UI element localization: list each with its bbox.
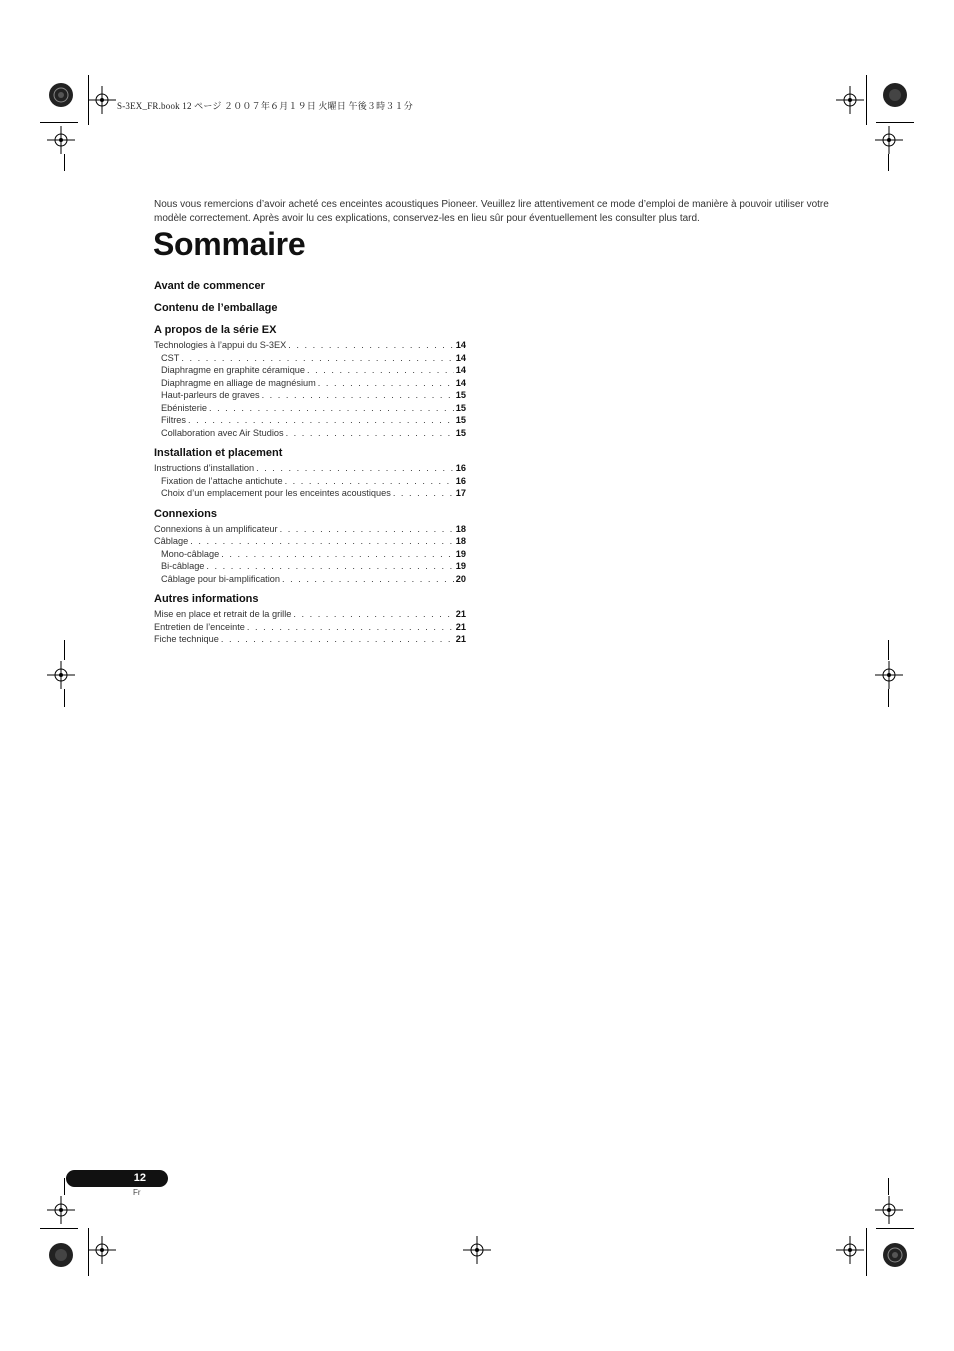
crop-mark — [888, 154, 889, 171]
crosshair-icon — [88, 86, 116, 114]
crosshair-icon — [463, 1236, 491, 1264]
toc-entry[interactable] — [154, 608, 466, 621]
crosshair-icon — [875, 1196, 903, 1224]
toc-entry-label: Mono-câblage — [161, 548, 220, 559]
toc-entry[interactable] — [154, 352, 466, 365]
table-of-contents — [154, 280, 466, 654]
toc-leader-dots — [288, 339, 453, 352]
toc-entry-page: 17 — [455, 488, 466, 498]
toc-entry[interactable] — [154, 389, 466, 402]
toc-leader-dots — [221, 548, 454, 561]
toc-leader-dots — [209, 402, 454, 415]
toc-section-title[interactable]: Connexions — [154, 507, 217, 520]
toc-section-title[interactable]: Avant de commencer — [154, 280, 265, 292]
toc-entry-label: Instructions d’installation — [154, 463, 255, 473]
toc-entry-page: 16 — [455, 463, 466, 473]
toc-leader-dots — [280, 523, 454, 536]
toc-entry-label: Bi-câblage — [161, 561, 205, 571]
print-header: S-3EX_FR.book 12 ページ ２００７年６月１９日 火曜日 午後３時３１分 — [117, 101, 413, 111]
toc-section — [154, 593, 466, 646]
toc-entry-list — [154, 462, 466, 500]
crosshair-icon — [875, 126, 903, 154]
toc-entry-list — [154, 523, 466, 586]
toc-leader-dots — [286, 427, 454, 440]
toc-entry-page: 21 — [455, 621, 466, 632]
toc-entry-page: 18 — [455, 536, 466, 546]
registration-mark-icon — [43, 1237, 79, 1273]
toc-entry-label: Fixation de l’attache antichute — [161, 475, 283, 486]
toc-leader-dots — [293, 608, 453, 621]
page-number-badge — [66, 1170, 168, 1187]
crosshair-icon — [88, 1236, 116, 1264]
registration-mark-icon — [877, 77, 913, 113]
toc-entry[interactable] — [154, 621, 466, 634]
crop-mark — [88, 1228, 89, 1276]
toc-leader-dots — [188, 414, 454, 427]
toc-entry-page: 19 — [455, 561, 466, 571]
toc-entry-page: 14 — [455, 365, 466, 375]
toc-entry[interactable] — [154, 475, 466, 488]
toc-entry[interactable] — [154, 573, 466, 586]
toc-entry[interactable] — [154, 548, 466, 561]
toc-entry-label: Fiche technique — [154, 634, 219, 644]
crop-mark — [876, 122, 914, 123]
toc-entry-page: 20 — [455, 573, 466, 584]
registration-mark-icon — [43, 77, 79, 113]
toc-leader-dots — [285, 475, 454, 488]
toc-leader-dots — [181, 352, 453, 365]
toc-leader-dots — [318, 377, 454, 390]
toc-leader-dots — [206, 560, 453, 573]
page-title: Sommaire — [153, 226, 306, 262]
toc-leader-dots — [262, 389, 454, 402]
crosshair-icon — [875, 661, 903, 689]
toc-entry-label: Câblage pour bi-amplification — [161, 573, 280, 584]
page-number: 12 — [133, 1172, 146, 1184]
toc-entry-page: 21 — [455, 634, 466, 644]
toc-entry[interactable] — [154, 633, 466, 646]
toc-entry-page: 15 — [455, 402, 466, 413]
toc-entry-label: CST — [161, 352, 180, 363]
toc-leader-dots — [247, 621, 454, 634]
crop-mark — [876, 1228, 914, 1229]
crop-mark — [866, 75, 867, 125]
crosshair-icon — [836, 1236, 864, 1264]
toc-entry-label: Mise en place et retrait de la grille — [154, 609, 292, 619]
crop-mark — [888, 640, 889, 660]
crop-mark — [64, 1178, 65, 1195]
toc-entry[interactable] — [154, 462, 466, 475]
toc-entry-page: 15 — [455, 415, 466, 425]
toc-section-title[interactable]: Installation et placement — [154, 447, 283, 459]
toc-entry-label: Connexions à un amplificateur — [154, 523, 278, 534]
crop-mark — [40, 122, 78, 123]
toc-entry-page: 21 — [455, 609, 466, 619]
toc-entry-page: 18 — [455, 523, 466, 534]
toc-section-title[interactable]: Autres informations — [154, 593, 259, 605]
toc-section-title[interactable]: A propos de la série EX — [154, 324, 277, 336]
crop-mark — [64, 154, 65, 171]
crop-mark — [866, 1228, 867, 1276]
toc-entry-page: 15 — [455, 390, 466, 400]
crop-mark — [64, 640, 65, 660]
toc-entry-page: 14 — [455, 377, 466, 388]
toc-entry-page: 19 — [455, 548, 466, 559]
toc-section — [154, 508, 466, 586]
toc-entry[interactable] — [154, 364, 466, 377]
toc-entry-list — [154, 339, 466, 439]
toc-entry-page: 14 — [455, 352, 466, 363]
toc-entry[interactable] — [154, 377, 466, 390]
toc-section-title[interactable]: Contenu de l’emballage — [154, 302, 278, 314]
toc-entry-label: Technologies à l’appui du S-3EX — [154, 340, 287, 350]
toc-entry[interactable] — [154, 487, 466, 500]
registration-mark-icon — [877, 1237, 913, 1273]
toc-entry[interactable] — [154, 427, 466, 440]
toc-entry-label: Collaboration avec Air Studios — [161, 427, 284, 438]
crosshair-icon — [47, 126, 75, 154]
crop-mark — [888, 689, 889, 707]
toc-section — [154, 302, 466, 315]
toc-entry-label: Haut-parleurs de graves — [161, 390, 260, 400]
toc-entry-label: Entretien de l’enceinte — [154, 621, 245, 632]
intro-paragraph: Nous vous remercions d’avoir acheté ces enceintes acoustiques Pioneer. Veuillez lire attentivement ce mode d’emploi de manière à pouvoir utiliser votre modèle correctement. Après avoir lu ces explications, conservez-les en lieu sûr pour éventuellement les consulter plus tard. — [154, 199, 829, 224]
toc-leader-dots — [393, 487, 454, 500]
crop-mark — [88, 75, 89, 125]
toc-entry[interactable] — [154, 414, 466, 427]
toc-leader-dots — [282, 573, 454, 586]
toc-entry[interactable] — [154, 523, 466, 536]
toc-entry-label: Câblage — [154, 536, 189, 546]
toc-section — [154, 447, 466, 500]
toc-entry-page: 14 — [455, 340, 466, 350]
toc-entry-label: Choix d’un emplacement pour les enceintes acoustiques — [161, 488, 391, 498]
toc-entry-label: Filtres — [161, 415, 187, 425]
crosshair-icon — [47, 661, 75, 689]
toc-section — [154, 324, 466, 439]
toc-entry[interactable] — [154, 560, 466, 573]
crop-mark — [64, 689, 65, 707]
toc-leader-dots — [221, 633, 454, 646]
toc-entry-label: Ebénisterie — [161, 402, 207, 413]
language-code: Fr — [133, 1188, 141, 1197]
toc-entry-list — [154, 608, 466, 646]
toc-entry-page: 16 — [455, 475, 466, 486]
toc-entry-label: Diaphragme en graphite céramique — [161, 365, 306, 375]
toc-entry[interactable] — [154, 402, 466, 415]
toc-section — [154, 280, 466, 293]
crop-mark — [888, 1178, 889, 1195]
toc-leader-dots — [190, 535, 454, 548]
crosshair-icon — [47, 1196, 75, 1224]
toc-entry[interactable] — [154, 339, 466, 352]
crosshair-icon — [836, 86, 864, 114]
toc-entry-page: 15 — [455, 427, 466, 438]
toc-entry-label: Diaphragme en alliage de magnésium — [161, 377, 316, 388]
toc-entry[interactable] — [154, 535, 466, 548]
toc-leader-dots — [307, 364, 454, 377]
toc-leader-dots — [256, 462, 454, 475]
crop-mark — [40, 1228, 78, 1229]
